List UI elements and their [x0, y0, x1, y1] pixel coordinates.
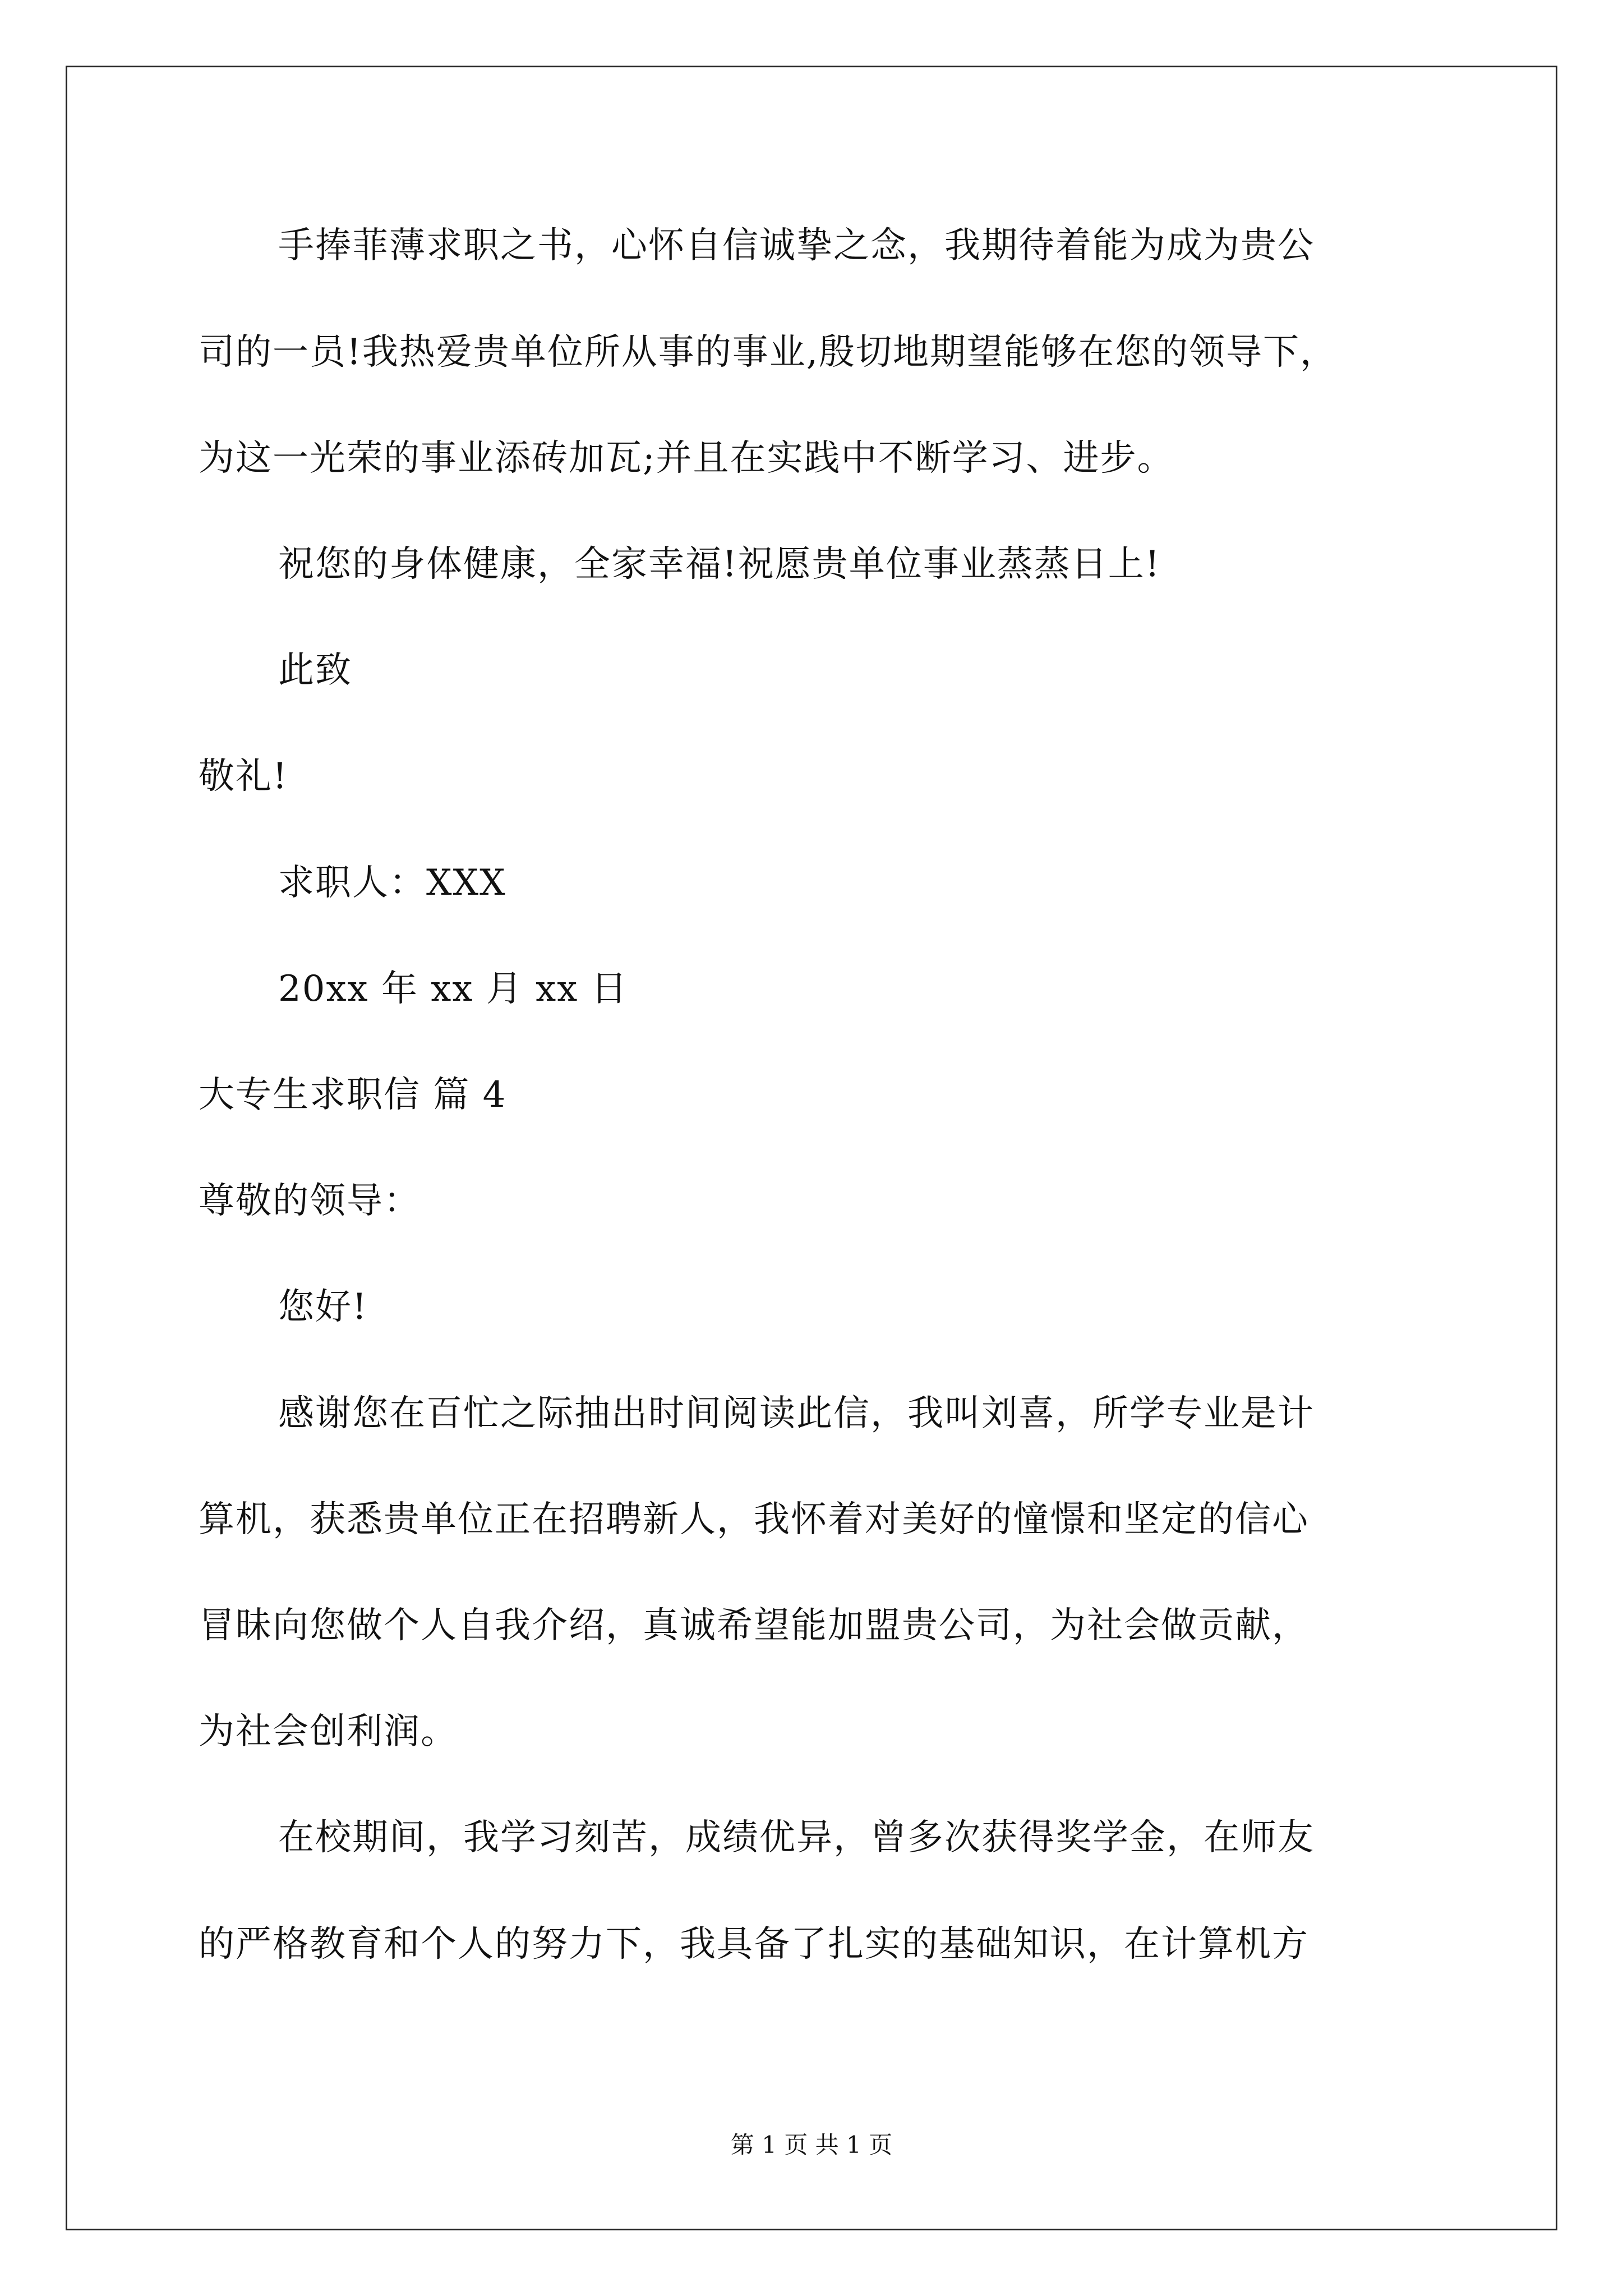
closing-salutation: 此致 — [278, 650, 352, 691]
paragraph-line: 司的一员!我热爱贵单位所从事的事业,殷切地期望能够在您的领导下， — [199, 332, 1338, 373]
paragraph-line: 祝您的身体健康，全家幸福!祝愿贵单位事业蒸蒸日上! — [278, 544, 1161, 585]
paragraph-line: 算机，获悉贵单位正在招聘新人，我怀着对美好的憧憬和坚定的信心 — [199, 1499, 1309, 1540]
closing-regards: 敬礼! — [199, 756, 288, 797]
paragraph-line: 冒昧向您做个人自我介绍，真诚希望能加盟贵公司，为社会做贡献， — [199, 1605, 1309, 1646]
page-frame — [66, 66, 1557, 2230]
paragraph-line: 为社会创利润。 — [199, 1711, 458, 1752]
letter-hello: 您好! — [278, 1286, 368, 1328]
page-number-footer: 第 1 页 共 1 页 — [730, 2131, 893, 2159]
paragraph-line: 手捧菲薄求职之书，心怀自信诚挚之念，我期待着能为成为贵公 — [278, 225, 1315, 266]
letter-greeting: 尊敬的领导： — [199, 1180, 421, 1222]
section-heading: 大专生求职信 篇 4 — [199, 1074, 507, 1116]
signature-applicant: 求职人：XXX — [278, 862, 506, 904]
paragraph-line: 的严格教育和个人的努力下，我具备了扎实的基础知识，在计算机方 — [199, 1924, 1309, 1965]
signature-date: 20xx 年 xx 月 xx 日 — [278, 968, 628, 1010]
paragraph-line: 感谢您在百忙之际抽出时间阅读此信，我叫刘喜，所学专业是计 — [278, 1393, 1315, 1434]
paragraph-line: 在校期间，我学习刻苦，成绩优异，曾多次获得奖学金，在师友 — [278, 1817, 1315, 1858]
paragraph-line: 为这一光荣的事业添砖加瓦;并且在实践中不断学习、进步。 — [199, 438, 1174, 479]
